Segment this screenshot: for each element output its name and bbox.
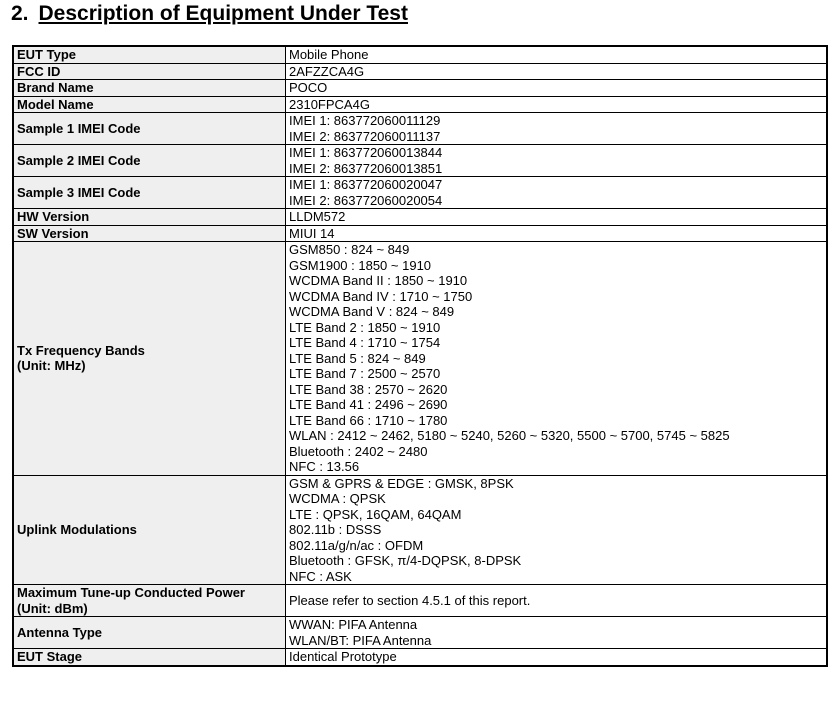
row-value-line: LTE Band 7 : 2500 ~ 2570	[289, 366, 441, 381]
row-label: Sample 2 IMEI Code	[17, 152, 141, 168]
row-label: HW Version	[17, 209, 90, 224]
row-label-cell	[13, 242, 286, 476]
row-value-line: LTE Band 66 : 1710 ~ 1780	[289, 412, 448, 428]
table-row	[13, 63, 827, 80]
table-row	[13, 225, 827, 242]
table-row	[13, 177, 827, 209]
row-value-line: POCO	[289, 80, 328, 95]
row-value-cell	[286, 617, 828, 649]
row-value-line: LTE : QPSK, 16QAM, 64QAM	[289, 506, 462, 522]
row-label: Model Name	[17, 96, 94, 112]
table-row	[13, 46, 827, 63]
row-label: Sample 1 IMEI Code	[17, 120, 141, 136]
row-label: FCC ID	[17, 63, 61, 79]
row-label: EUT Stage	[17, 649, 83, 664]
row-value-cell	[286, 177, 828, 209]
row-value-cell	[286, 225, 828, 242]
row-value-line: Identical Prototype	[289, 649, 397, 664]
section-title: Description of Equipment Under Test	[38, 2, 408, 25]
table-row	[13, 80, 827, 97]
row-value-line: LTE Band 4 : 1710 ~ 1754	[289, 335, 441, 350]
row-label-cell	[13, 80, 286, 97]
row-value-line: IMEI 1: 863772060020047	[289, 177, 443, 192]
spec-table-body	[13, 46, 827, 666]
row-label-cell	[13, 617, 286, 649]
row-value-line: MIUI 14	[289, 225, 335, 241]
row-value-line: WCDMA Band II : 1850 ~ 1910	[289, 273, 468, 288]
section-number: 2.	[11, 2, 29, 25]
row-label: Brand Name	[17, 80, 94, 95]
row-value-line: 2310FPCA4G	[289, 96, 370, 112]
row-label: (Unit: dBm)	[17, 600, 88, 616]
row-value-line: LTE Band 41 : 2496 ~ 2690	[289, 397, 448, 412]
row-value-line: WWAN: PIFA Antenna	[289, 617, 418, 632]
row-value-line: 802.11b : DSSS	[289, 522, 382, 537]
row-label-cell	[13, 209, 286, 226]
table-row	[13, 145, 827, 177]
row-value-line: WCDMA Band V : 824 ~ 849	[289, 304, 455, 319]
row-value-line: Bluetooth : 2402 ~ 2480	[289, 443, 428, 459]
row-value-line: WCDMA Band IV : 1710 ~ 1750	[289, 288, 473, 304]
row-value-cell	[286, 113, 828, 145]
row-value-line: LLDM572	[289, 209, 346, 224]
table-row	[13, 113, 827, 145]
row-label-cell	[13, 113, 286, 145]
row-value-cell	[286, 63, 828, 80]
row-value-line: WCDMA : QPSK	[289, 491, 386, 506]
row-label-cell	[13, 46, 286, 63]
row-label: (Unit: MHz)	[17, 358, 86, 374]
row-label-cell	[13, 96, 286, 113]
row-value-line: LTE Band 2 : 1850 ~ 1910	[289, 319, 441, 335]
row-label-cell	[13, 475, 286, 585]
row-value-line: Bluetooth : GFSK, π/4-DQPSK, 8-DPSK	[289, 553, 522, 568]
row-value-cell	[286, 96, 828, 113]
row-label: Antenna Type	[17, 624, 102, 640]
row-value-line: Please refer to section 4.5.1 of this report.	[289, 592, 531, 608]
row-value-line: WLAN : 2412 ~ 2462, 5180 ~ 5240, 5260 ~ 5320, 5500 ~ 5700, 5745 ~ 5825	[289, 428, 730, 443]
table-row	[13, 209, 827, 226]
row-value-line: Mobile Phone	[289, 47, 369, 62]
table-row	[13, 649, 827, 666]
row-value-line: IMEI 2: 863772060020054	[289, 192, 443, 208]
row-value-line: IMEI 2: 863772060011137	[289, 128, 441, 144]
row-value-cell	[286, 242, 828, 476]
row-value-cell	[286, 475, 828, 585]
row-label: EUT Type	[17, 47, 76, 62]
row-label-cell	[13, 649, 286, 666]
table-row	[13, 585, 827, 617]
row-value-line: IMEI 1: 863772060011129	[289, 113, 441, 128]
row-value-line: GSM850 : 824 ~ 849	[289, 242, 410, 257]
row-value-cell	[286, 145, 828, 177]
row-value-line: GSM1900 : 1850 ~ 1910	[289, 257, 432, 273]
table-row	[13, 617, 827, 649]
row-label-cell	[13, 177, 286, 209]
table-row	[13, 96, 827, 113]
equipment-spec-table	[12, 45, 828, 667]
row-label: Maximum Tune-up Conducted Power	[17, 585, 245, 600]
row-value-line: NFC : 13.56	[289, 459, 360, 474]
row-label: Uplink Modulations	[17, 522, 137, 537]
row-value-line: 802.11a/g/n/ac : OFDM	[289, 537, 424, 553]
row-label-cell	[13, 63, 286, 80]
section-heading	[11, 2, 408, 26]
table-row	[13, 242, 827, 476]
row-value-cell	[286, 80, 828, 97]
table-row	[13, 475, 827, 585]
row-value-line: NFC : ASK	[289, 568, 352, 584]
row-value-line: IMEI 2: 863772060013851	[289, 160, 443, 176]
row-value-cell	[286, 209, 828, 226]
row-label-cell	[13, 585, 286, 617]
row-value-line: 2AFZZCA4G	[289, 63, 365, 79]
row-value-cell	[286, 46, 828, 63]
row-value-line: WLAN/BT: PIFA Antenna	[289, 632, 432, 648]
row-label: Tx Frequency Bands	[17, 342, 145, 358]
row-value-line: IMEI 1: 863772060013844	[289, 145, 443, 160]
row-value-cell	[286, 649, 828, 666]
row-label: Sample 3 IMEI Code	[17, 184, 141, 200]
row-value-line: GSM & GPRS & EDGE : GMSK, 8PSK	[289, 475, 514, 491]
row-label-cell	[13, 145, 286, 177]
row-label-cell	[13, 225, 286, 242]
row-value-cell	[286, 585, 828, 617]
row-label: SW Version	[17, 225, 89, 241]
row-value-line: LTE Band 5 : 824 ~ 849	[289, 350, 426, 366]
row-value-line: LTE Band 38 : 2570 ~ 2620	[289, 381, 448, 397]
